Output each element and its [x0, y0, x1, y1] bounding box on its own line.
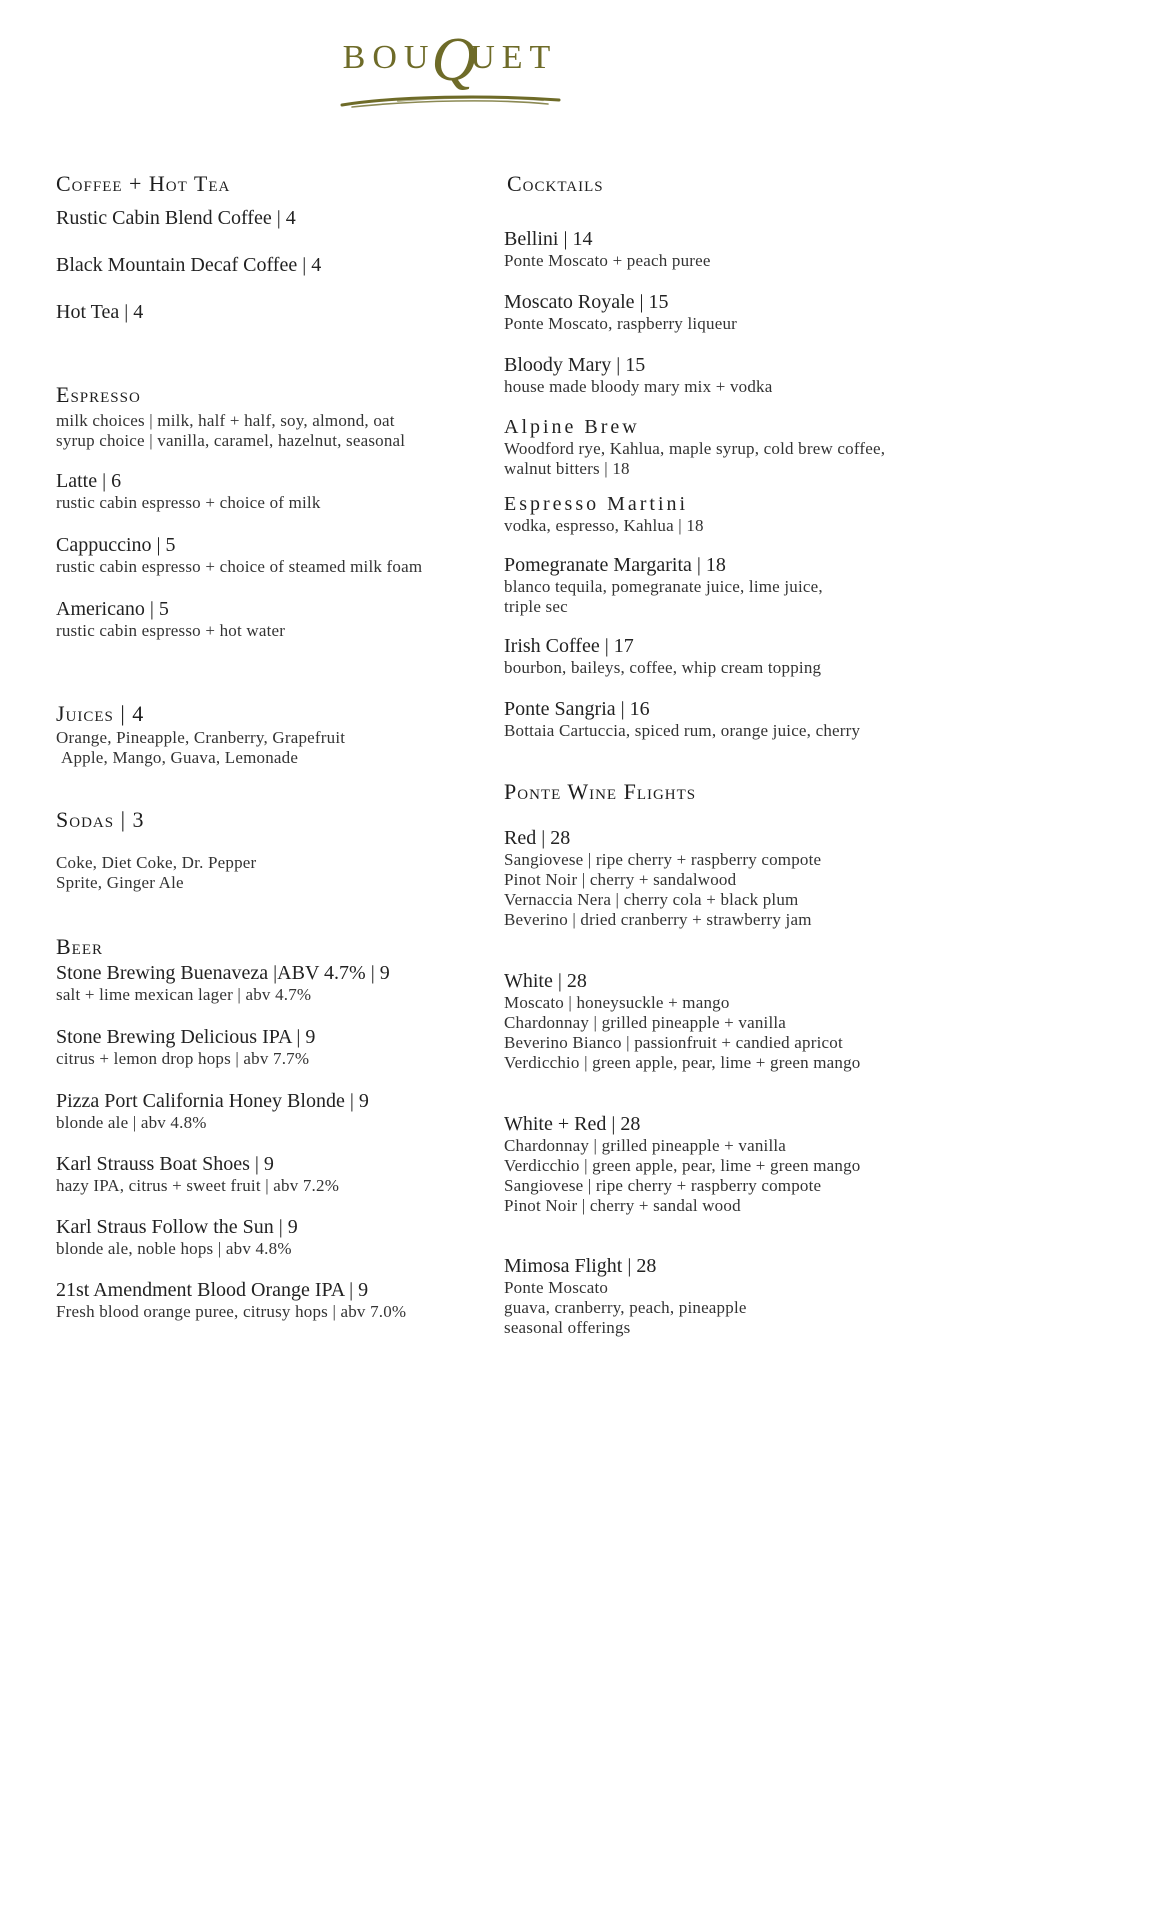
menu-item-desc: bourbon, baileys, coffee, whip cream topping — [504, 658, 822, 677]
menu-item-desc: Verdicchio | green apple, pear, lime + green mango — [504, 1053, 861, 1072]
menu-line: Coke, Diet Coke, Dr. Pepper — [56, 853, 257, 872]
menu-item-desc: Sangiovese | ripe cherry + raspberry compote — [504, 1176, 822, 1195]
menu-item-desc: Pinot Noir | cherry + sandalwood — [504, 870, 737, 889]
logo-letter-q: Q — [431, 26, 477, 94]
section-heading-coffee-hot-tea: Coffee + Hot Tea — [56, 171, 231, 196]
menu-item-desc: Fresh blood orange puree, citrusy hops | abv 7.0% — [56, 1302, 407, 1321]
menu-item-desc: walnut bitters | 18 — [504, 459, 630, 478]
menu-item-desc: blonde ale, noble hops | abv 4.8% — [56, 1239, 292, 1258]
menu-item-name: Red | 28 — [504, 827, 571, 849]
menu-item-desc: Pinot Noir | cherry + sandal wood — [504, 1196, 741, 1215]
section-intro-line: milk choices | milk, half + half, soy, almond, oat — [56, 411, 395, 430]
section-heading-cocktails: Cocktails — [507, 171, 604, 196]
logo-text-bou: BOU — [342, 39, 436, 76]
menu-item-name: White + Red | 28 — [504, 1113, 641, 1135]
menu-item-desc: Woodford rye, Kahlua, maple syrup, cold brew coffee, — [504, 439, 886, 458]
menu-item-name: Hot Tea | 4 — [56, 301, 144, 323]
logo — [330, 28, 570, 110]
menu-item-desc: Ponte Moscato + peach puree — [504, 251, 711, 270]
logo-wordmark — [330, 28, 570, 94]
menu-item-desc: guava, cranberry, peach, pineapple — [504, 1298, 747, 1317]
menu-item-name: Stone Brewing Buenaveza |ABV 4.7% | 9 — [56, 962, 390, 984]
menu-item-name: Moscato Royale | 15 — [504, 291, 669, 313]
menu-item-desc: hazy IPA, citrus + sweet fruit | abv 7.2% — [56, 1176, 340, 1195]
menu-item-desc: Chardonnay | grilled pineapple + vanilla — [504, 1013, 787, 1032]
menu-item-desc: Sangiovese | ripe cherry + raspberry compote — [504, 850, 822, 869]
menu-item-name: Americano | 5 — [56, 598, 169, 620]
section-heading-sodas: Sodas | 3 — [56, 807, 145, 832]
menu-item-desc: triple sec — [504, 597, 568, 616]
menu-item-name: Ponte Sangria | 16 — [504, 698, 650, 720]
menu-item-desc: citrus + lemon drop hops | abv 7.7% — [56, 1049, 310, 1068]
menu-item-name: Irish Coffee | 17 — [504, 635, 634, 657]
menu-item-name: Bloody Mary | 15 — [504, 354, 646, 376]
menu-item-name: Stone Brewing Delicious IPA | 9 — [56, 1026, 316, 1048]
menu-item-desc: Beverino | dried cranberry + strawberry jam — [504, 910, 812, 929]
menu-item-name: Karl Strauss Boat Shoes | 9 — [56, 1153, 274, 1175]
menu-item-desc: rustic cabin espresso + hot water — [56, 621, 286, 640]
menu-item-desc: seasonal offerings — [504, 1318, 631, 1337]
section-heading-beer: Beer — [56, 934, 104, 959]
section-heading-juices: Juices | 4 — [56, 701, 145, 726]
menu-line: Orange, Pineapple, Cranberry, Grapefruit — [56, 728, 346, 747]
menu-item-desc: rustic cabin espresso + choice of steamed milk foam — [56, 557, 423, 576]
menu-item-name: Cappuccino | 5 — [56, 534, 176, 556]
menu-item-name: Latte | 6 — [56, 470, 122, 492]
section-heading-ponte-wine-flights: Ponte Wine Flights — [504, 779, 697, 804]
menu-item-name: Karl Straus Follow the Sun | 9 — [56, 1216, 298, 1238]
menu-item-desc: house made bloody mary mix + vodka — [504, 377, 773, 396]
menu-item-name: Espresso Martini — [504, 493, 689, 515]
logo-underline-brushstroke — [338, 92, 563, 110]
menu-item-desc: rustic cabin espresso + choice of milk — [56, 493, 321, 512]
menu-item-name: Pizza Port California Honey Blonde | 9 — [56, 1090, 369, 1112]
section-heading-espresso: Espresso — [56, 382, 141, 407]
menu-item-name: Mimosa Flight | 28 — [504, 1255, 657, 1277]
menu-item-desc: Ponte Moscato, raspberry liqueur — [504, 314, 738, 333]
menu-item-desc: Verdicchio | green apple, pear, lime + green mango — [504, 1156, 861, 1175]
menu-item-desc: salt + lime mexican lager | abv 4.7% — [56, 985, 312, 1004]
menu-item-name: Black Mountain Decaf Coffee | 4 — [56, 254, 322, 276]
menu-item-name: Pomegranate Margarita | 18 — [504, 554, 726, 576]
menu-item-desc: Bottaia Cartuccia, spiced rum, orange juice, cherry — [504, 721, 861, 740]
menu-item-desc: blanco tequila, pomegranate juice, lime juice, — [504, 577, 823, 596]
menu-item-name: Rustic Cabin Blend Coffee | 4 — [56, 207, 296, 229]
right-column — [504, 170, 1124, 1338]
menu-item-desc: Vernaccia Nera | cherry cola + black plum — [504, 890, 799, 909]
menu-item-desc: Ponte Moscato — [504, 1278, 609, 1297]
menu-item-desc: Beverino Bianco | passionfruit + candied apricot — [504, 1033, 843, 1052]
menu-line: Apple, Mango, Guava, Lemonade — [61, 748, 299, 767]
section-intro-line: syrup choice | vanilla, caramel, hazelnut, seasonal — [56, 431, 406, 450]
menu-item-desc: vodka, espresso, Kahlua | 18 — [504, 516, 704, 535]
logo-text-uet: UET — [470, 39, 558, 76]
menu-item-name: Alpine Brew — [504, 416, 640, 438]
menu-item-name: 21st Amendment Blood Orange IPA | 9 — [56, 1279, 369, 1301]
menu-item-desc: blonde ale | abv 4.8% — [56, 1113, 207, 1132]
menu-item-name: White | 28 — [504, 970, 587, 992]
menu-item-desc: Moscato | honeysuckle + mango — [504, 993, 730, 1012]
left-column — [56, 170, 516, 1322]
menu-item-desc: Chardonnay | grilled pineapple + vanilla — [504, 1136, 787, 1155]
menu-line: Sprite, Ginger Ale — [56, 873, 184, 892]
menu-item-name: Bellini | 14 — [504, 228, 593, 250]
